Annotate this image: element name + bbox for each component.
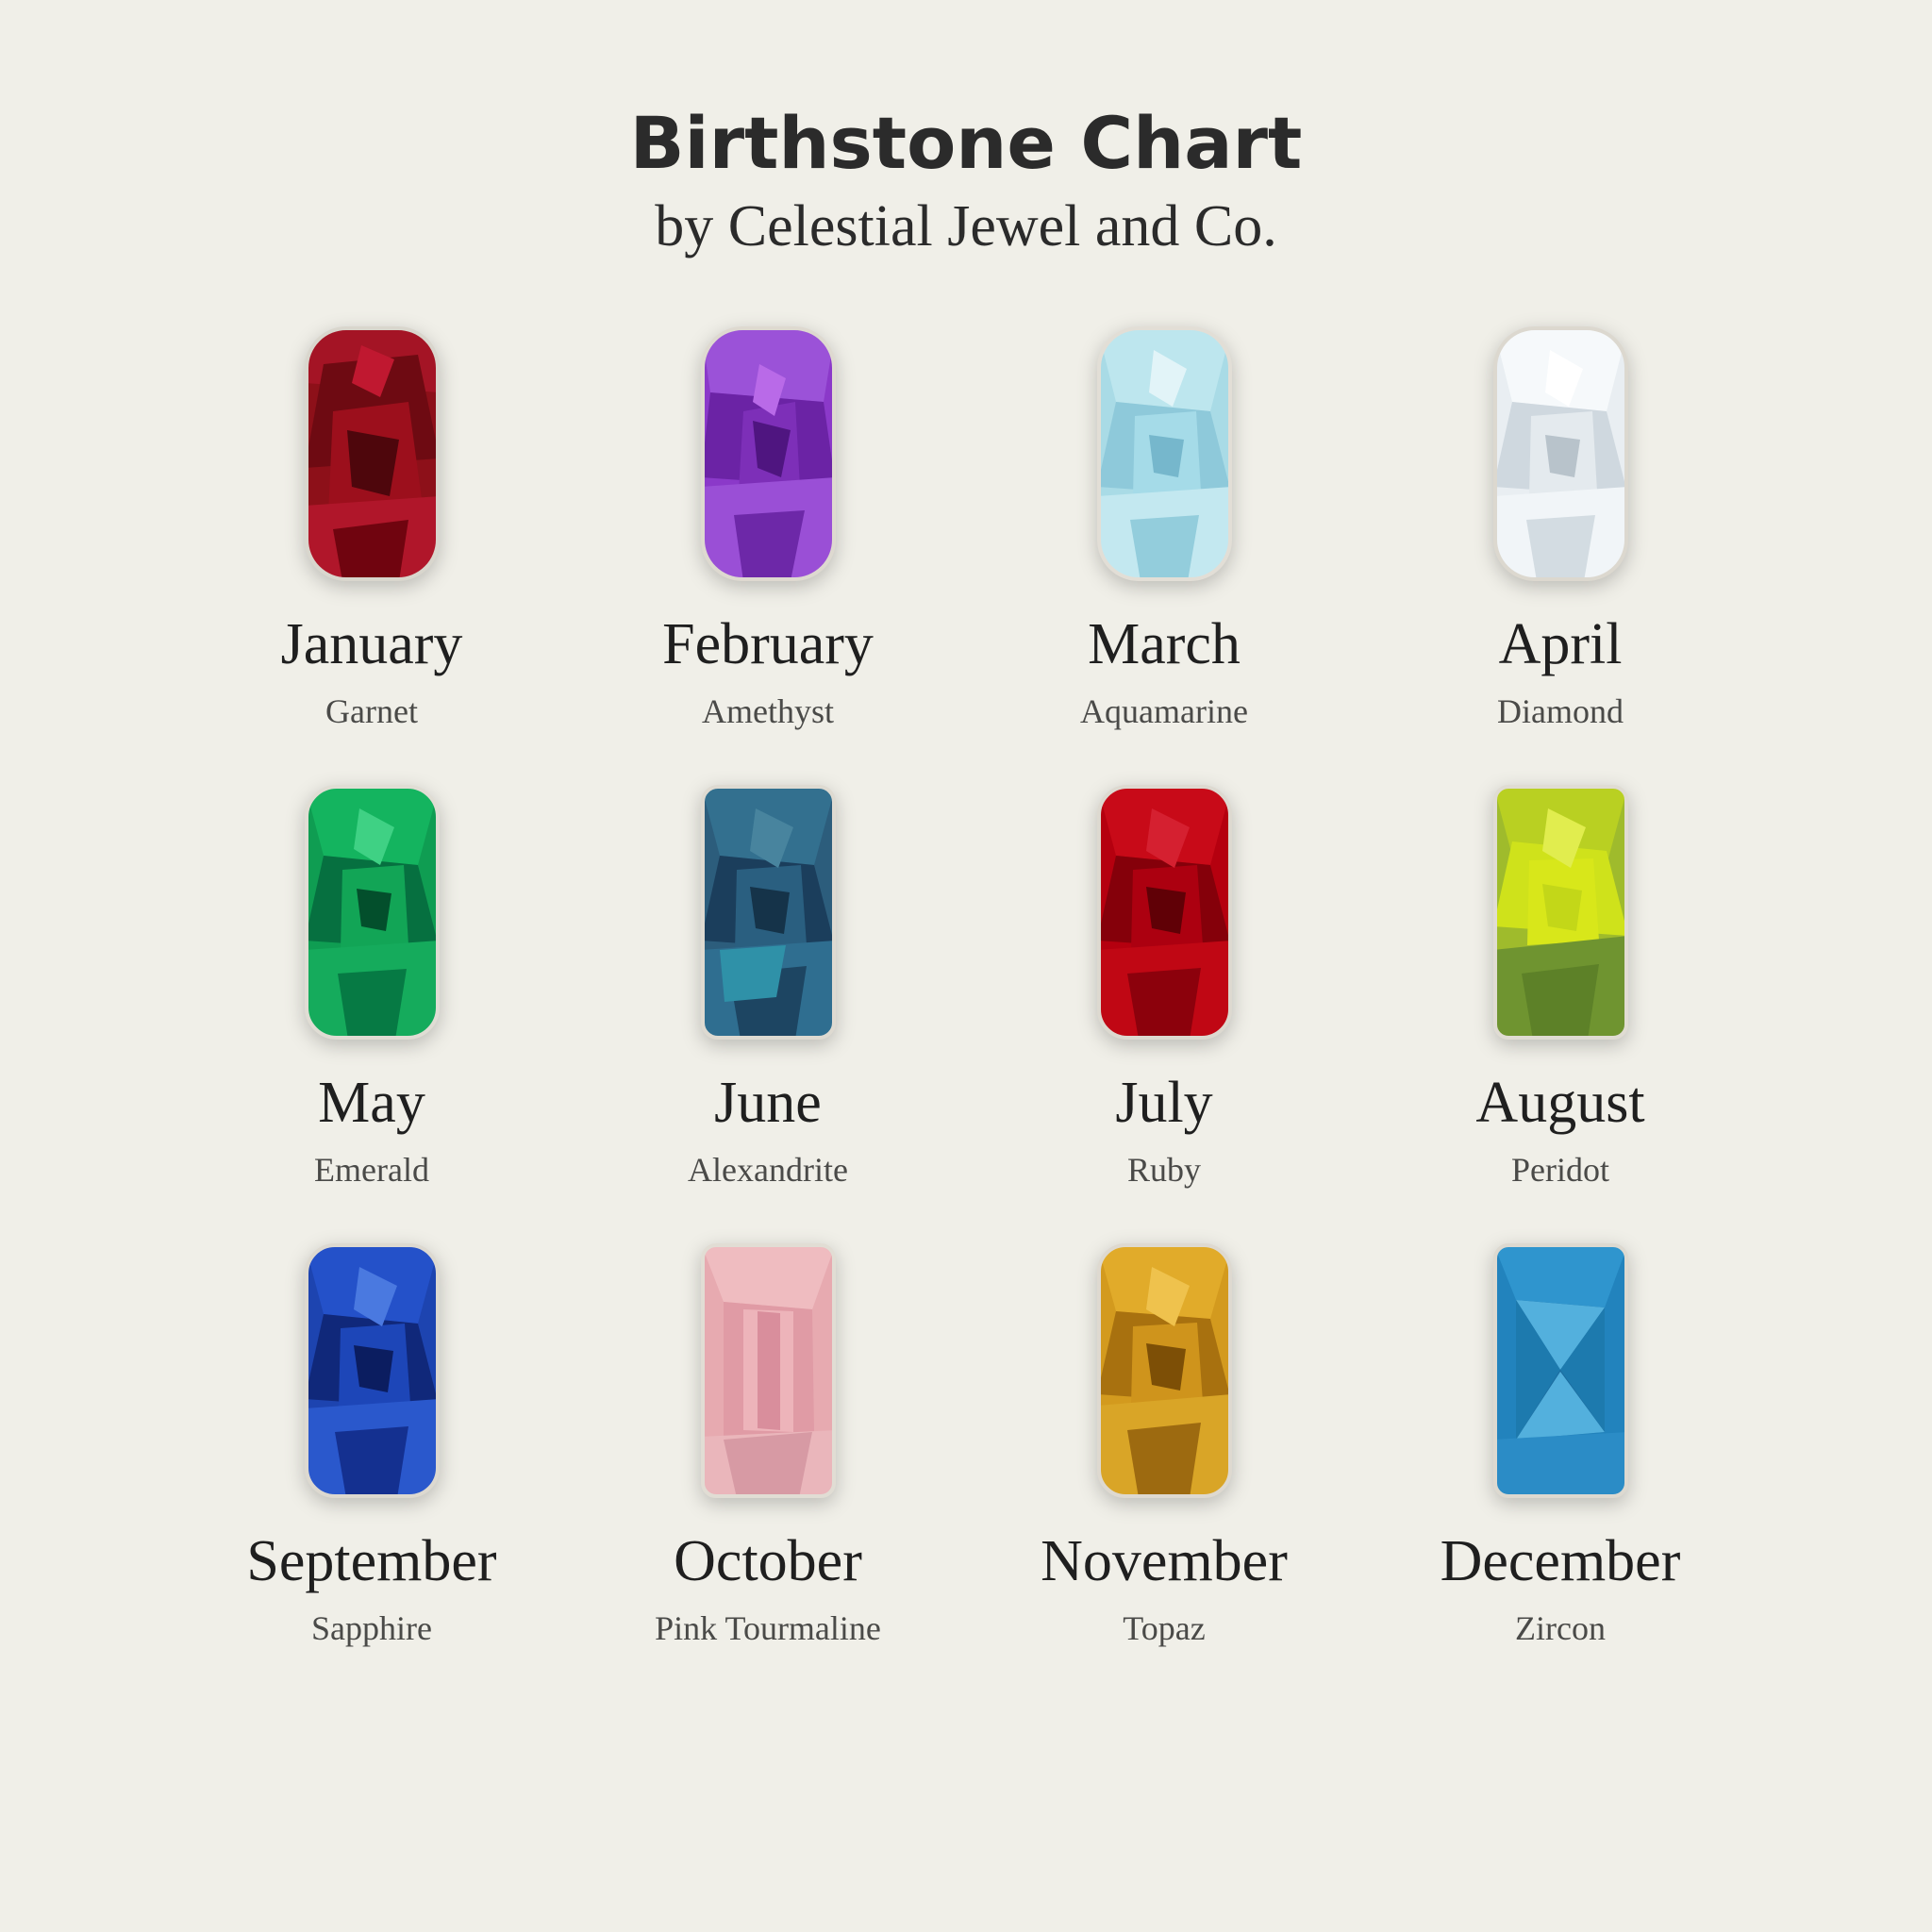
- gem-icon-alexandrite: [701, 785, 836, 1040]
- month-label: November: [1041, 1528, 1288, 1593]
- gem-icon-ruby: [1097, 785, 1232, 1040]
- gem-image-wrap: [1079, 317, 1249, 591]
- birthstone-cell-march: [966, 317, 1362, 728]
- birthstone-cell-july: [966, 775, 1362, 1187]
- stone-label: Alexandrite: [688, 1150, 848, 1189]
- month-label: July: [1115, 1070, 1213, 1135]
- birthstone-grid: [174, 317, 1758, 1645]
- birthstone-cell-october: [570, 1234, 966, 1645]
- gem-icon-aquamarine: [1097, 326, 1232, 581]
- gem-image-wrap: [1079, 1234, 1249, 1507]
- stone-label: Amethyst: [702, 691, 834, 730]
- stone-label: Topaz: [1123, 1608, 1206, 1647]
- stone-label: Pink Tourmaline: [655, 1608, 881, 1647]
- gem-icon-amethyst: [701, 326, 836, 581]
- month-label: January: [280, 611, 463, 676]
- month-label: May: [318, 1070, 425, 1135]
- gem-icon-pink-tourmaline: [701, 1243, 836, 1498]
- gem-image-wrap: [683, 317, 853, 591]
- month-label: December: [1440, 1528, 1681, 1593]
- birthstone-cell-august: [1362, 775, 1758, 1187]
- birthstone-cell-june: [570, 775, 966, 1187]
- stone-label: Peridot: [1511, 1150, 1609, 1189]
- chart-header: [0, 101, 1932, 258]
- stone-label: Ruby: [1126, 1150, 1201, 1189]
- gem-image-wrap: [683, 1234, 853, 1507]
- gem-image-wrap: [287, 775, 457, 1049]
- birthstone-cell-april: [1362, 317, 1758, 728]
- gem-icon-diamond: [1493, 326, 1628, 581]
- gem-image-wrap: [287, 1234, 457, 1507]
- gem-image-wrap: [1079, 775, 1249, 1049]
- stone-label: Diamond: [1497, 691, 1624, 730]
- gem-icon-peridot: [1493, 785, 1628, 1040]
- stone-label: Garnet: [325, 691, 418, 730]
- stone-label: Sapphire: [311, 1608, 432, 1647]
- birthstone-cell-december: [1362, 1234, 1758, 1645]
- page-subtitle: by Celestial Jewel and Co.: [655, 193, 1277, 258]
- month-label: April: [1498, 611, 1623, 676]
- gem-icon-topaz: [1097, 1243, 1232, 1498]
- month-label: October: [674, 1528, 862, 1593]
- birthstone-cell-november: [966, 1234, 1362, 1645]
- gem-image-wrap: [287, 317, 457, 591]
- month-label: February: [662, 611, 874, 676]
- month-label: June: [714, 1070, 822, 1135]
- gem-icon-emerald: [305, 785, 440, 1040]
- gem-icon-zircon: [1493, 1243, 1628, 1498]
- stone-label: Zircon: [1515, 1608, 1606, 1647]
- birthstone-cell-september: [174, 1234, 570, 1645]
- gem-image-wrap: [683, 775, 853, 1049]
- stone-label: Aquamarine: [1080, 691, 1248, 730]
- birthstone-cell-february: [570, 317, 966, 728]
- gem-image-wrap: [1475, 317, 1645, 591]
- gem-icon-garnet: [305, 326, 440, 581]
- month-label: August: [1475, 1070, 1645, 1135]
- gem-icon-sapphire: [305, 1243, 440, 1498]
- stone-label: Emerald: [314, 1150, 429, 1189]
- gem-image-wrap: [1475, 775, 1645, 1049]
- birthstone-cell-january: [174, 317, 570, 728]
- month-label: March: [1088, 611, 1241, 676]
- page-title: Birthstone Chart: [629, 101, 1303, 185]
- gem-image-wrap: [1475, 1234, 1645, 1507]
- birthstone-cell-may: [174, 775, 570, 1187]
- month-label: September: [246, 1528, 497, 1593]
